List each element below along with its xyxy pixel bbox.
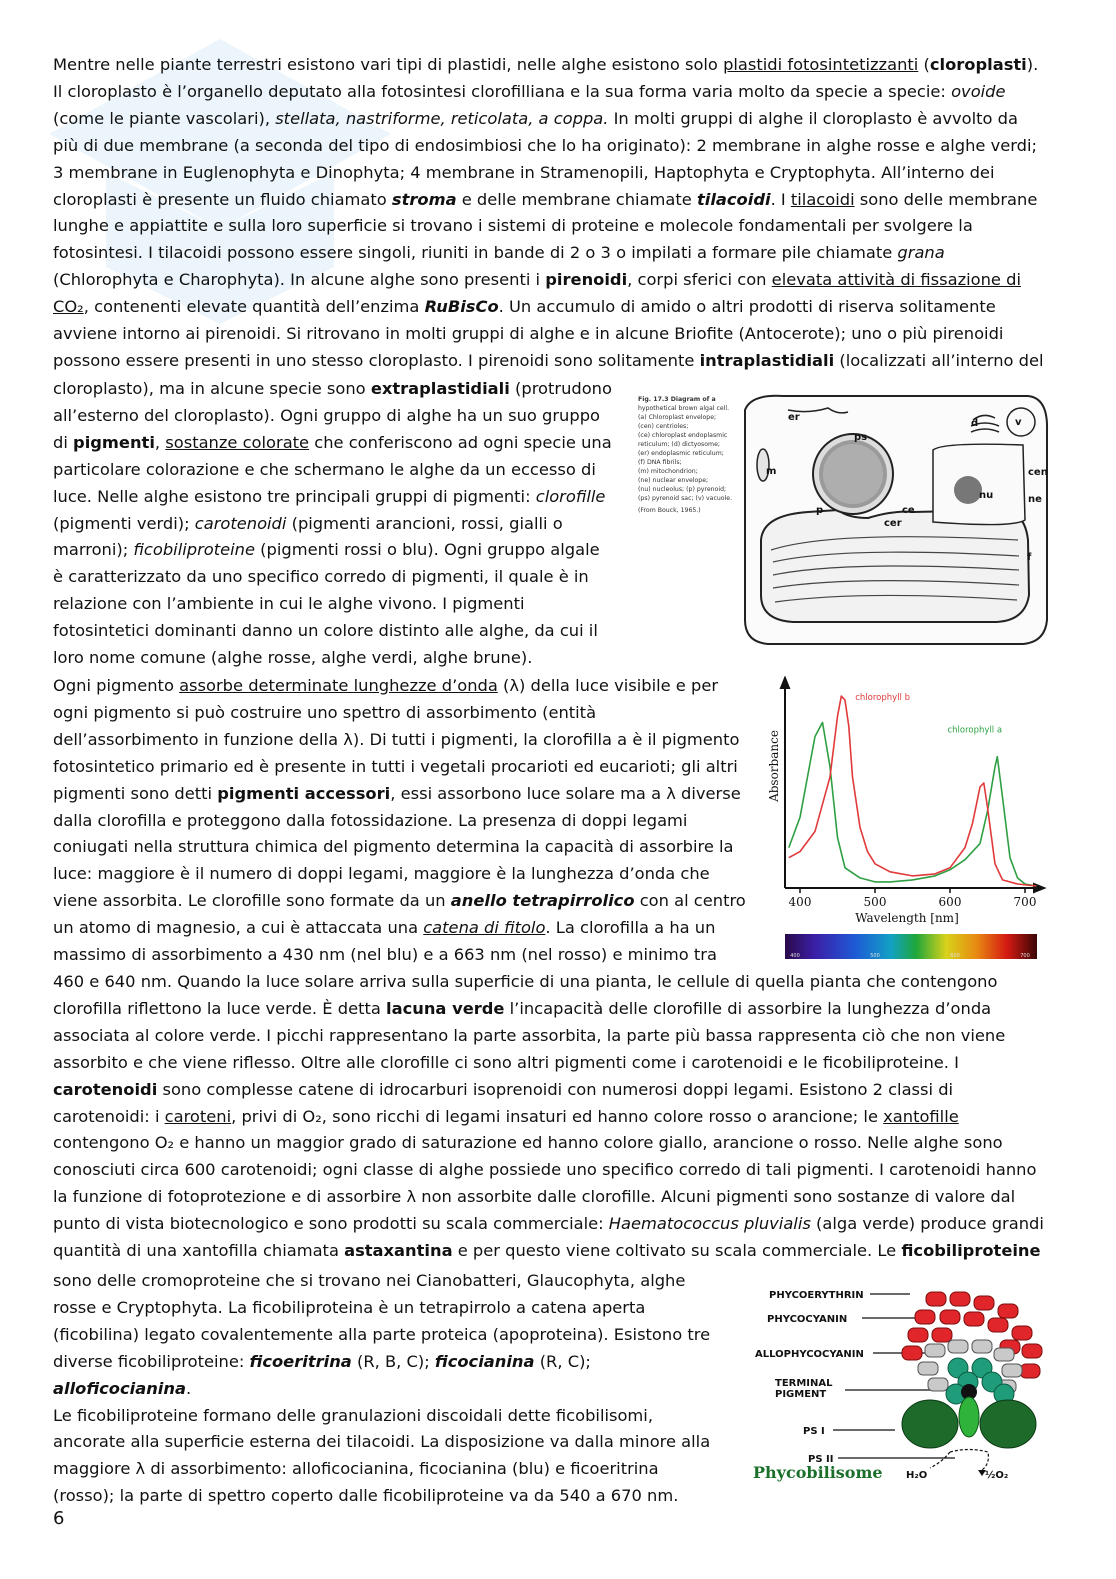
caption-line: (ce) chloroplast endoplasmic [638,432,728,439]
phycoerythrin-disc [974,1296,994,1310]
x-tick-label: 600 [938,895,962,909]
label-cen: cen [1028,467,1048,478]
x-tick-label: 500 [863,895,887,909]
caption-line: Fig. 17.3 Diagram of a [638,396,716,403]
phycobilisome-figure [750,1282,1050,1492]
label-nu: nu [979,490,994,501]
phycocyanin-disc [972,1340,992,1353]
label-ce: ce [902,505,915,516]
label-er: er [788,412,800,423]
label-cer: cer [884,518,902,529]
brown-algal-cell-figure [633,390,1051,652]
paragraph-pigments: cloroplasto), ma in alcune specie sono extraplastidiali (protrudono all’esterno del cloroplasto). Ogni gruppo di alghe ha un suo gruppo di pigmenti, sostanze colorate che conferiscono ad ogni specie una particolare colorazione e che schermano le alghe da un eccesso di luce. Nelle alghe esistono tre principali gruppi di pigmenti: clorofille (pigmenti verdi); carotenoidi (pigmenti arancioni, rossi, gialli o marroni); ficobiliproteine (pigmenti rossi o blu). Ogni gruppo algale è caratterizzato da uno specifico corredo di pigmenti, il quale è in relazione con l’ambiente in cui le alghe vivono. I pigmenti fotosintetici dominanti danno un colore distinto alle alghe, da cui il loro nome comune (alghe rosse, alghe verdi, alghe brune). [53,379,612,668]
caption-line: (From Bouck, 1965.) [638,507,701,514]
paragraph-plastids: Mentre nelle piante terrestri esistono vari tipi di plastidi, nelle alghe esistono solo plastidi fotosintetizzanti (cloroplasti). Il cloroplasto è l’organello deputato alla fotosintesi clorofilliana e la sua forma varia molto da specie a specie: ovoide (come le piante vascolari), stellata, nastriforme, reticolata, a coppa. In molti gruppi di alghe il cloroplasto è avvolto da più di due membrane (a seconda del tipo di endosimbiosi che lo ha originato): 2 membrane in alghe rosse e alghe verdi; 3 membrane in Euglenophyta e Dinophyta; 4 membrane in Stramenopili, Haptophyta e Cryptophyta. All’interno dei cloroplasti è presente un fluido chiamato stroma e delle membrane chiamate tilacoidi. I tilacoidi sono delle membrane lunghe e appiattite e sulla loro superficie si trovano i sistemi di proteine e molecole fondamentali per svolgere la fotosintesi. I tilacoidi possono essere singoli, riuniti in bande di 2 o 3 o impilati a formare pile chiamate grana (Chlorophyta e Charophyta). In alcune alghe sono presenti i pirenoidi, corpi sferici con elevata attività di fissazione di CO₂, contenenti elevate quantità dell’enzima RuBisCo. Un accumulo di amido o altri prodotti di riserva solitamente avviene intorno ai pirenoidi. Si ritrovano in molti gruppi di alghe e in alcune Briofite (Antocerote); uno o più pirenoidi possono essere presenti in uno stesso cloroplasto. I pirenoidi sono solitamente intraplastidiali (localizzati all’interno del [53,55,1044,370]
label-m: m [766,466,777,477]
x-axis-label: Wavelength [nm] [855,911,959,925]
label-ps2: PS II [808,1454,834,1465]
x-tick-label: 400 [788,895,812,909]
label-h2o: H₂O [906,1470,928,1481]
label-p: p [816,505,824,516]
absorbance-spectrum-chart [760,676,1048,964]
phycoerythrin-disc [1020,1364,1040,1378]
caption-line: (ps) pyrenoid sac; (v) vacuole. [638,495,733,502]
legend-label: chlorophyll a [947,725,1003,736]
label-v: v [1015,417,1022,428]
caption-line: (er) endoplasmic reticulum; [638,450,724,457]
spectrum-tick: 700 [1020,953,1030,959]
phycoerythrin-disc [915,1310,935,1324]
label-pigment: PIGMENT [775,1389,827,1400]
spectrum-tick: 600 [950,953,960,959]
label-phycoerythrin: PHYCOERYTHRIN [769,1290,864,1301]
paragraph-phycobiliproteins: sono delle cromoproteine che si trovano nei Cianobatteri, Glaucophyta, alghe rosse e Cryptophyta. La ficobiliproteina è un tetrapirrolo a catena aperta (ficobilina) legato covalentemente alla parte proteica (apoproteina). Esistono tre diverse ficobiliproteine: ficoeritrina (R, B, C); ficocianina (R, C); alloficocianina. Le ficobiliproteine formano delle granulazioni discoidali dette ficobilisomi, ancorate alla superficie esterna dei tilacoidi. La disposizione va dalla minore alla maggiore λ di assorbimento: alloficocianina, ficocianina (blu) e ficoeritrina (rosso); la parte di spettro coperto dalle ficobiliproteine va da 540 a 670 nm. [53,1271,711,1506]
spectrum-tick: 400 [790,953,800,959]
label-phycocyanin: PHYCOCYANIN [767,1314,848,1325]
phycoerythrin-disc [1012,1326,1032,1340]
y-axis-label: Absorbance [767,730,781,802]
phycocyanin-disc [925,1344,945,1357]
caption-line: (ne) nuclear envelope; [638,477,709,484]
label-ps1: PS I [803,1426,825,1437]
phycocyanin-disc [994,1348,1014,1361]
phycocyanin-disc [928,1378,948,1391]
phycoerythrin-disc [950,1292,970,1306]
phycoerythrin-disc [998,1304,1018,1318]
phycoerythrin-disc [902,1346,922,1360]
photosystem-i-right [980,1400,1036,1448]
phycoerythrin-disc [964,1312,984,1326]
spectrum-tick: 500 [870,953,880,959]
caption-line: (m) mitochondrion; [638,468,698,475]
phycoerythrin-disc [940,1310,960,1324]
caption-line: (a) Chloroplast envelope; [638,414,717,421]
paragraph-absorption: Ogni pigmento assorbe determinate lunghezze d’onda (λ) della luce visibile e per ogni pigmento si può costruire uno spettro di assorbimento (entità dell’assorbimento in funzione della λ). Di tutti i pigmenti, la clorofilla a è il pigmento fotosintetico primario ed è presente in tutti i vegetali procarioti ed eucarioti; gli altri pigmenti sono detti pigmenti accessori, essi assorbono luce solare ma a λ diverse dalla clorofilla e proteggono dalla fotossidazione. La presenza di doppi legami coniugati nella struttura chimica del pigmento determina la capacità di assorbire la luce: maggiore è il numero di doppi legami, maggiore è la lunghezza d’onda che viene assorbita. Le clorofille sono formate da un anello tetrapirrolico con al centro un atomo di magnesio, a cui è attaccata una catena di fitolo. La clorofilla a ha un massimo di assorbimento a 430 nm (nel blu) e a 663 nm (nel rosso) e minimo tra 460 e 640 nm. Quando la luce solare arriva sulla superficie di una pianta, le cellule di quella pianta che contengono clorofilla riflettono la luce verde. È detta lacuna verde l’incapacità delle clorofille di assorbire la lunghezza d’onda associata al colore verde. I picchi rappresentano la parte assorbita, la parte più bassa rappresenta ciò che non viene assorbito e che viene riflesso. Oltre alle clorofille ci sono altri pigmenti come i carotenoidi e le ficobiliproteine. I carotenoidi sono complesse catene di idrocarburi isoprenoidi con numerosi doppi legami. Esistono 2 classi di carotenoidi: i caroteni, privi di O₂, sono ricchi di legami insaturi ed hanno colore rosso o arancione; le xantofille contengono O₂ e hanno un maggior grado di saturazione ed hanno colore giallo, arancione o rosso. Nelle alghe sono conosciuti circa 600 carotenoidi; ogni classe di alghe possiede uno specifico corredo di tali pigmenti. I carotenoidi hanno la funzione di fotoprotezione e di assorbire λ non assorbite dalle clorofille. Alcuni pigmenti sono sostanze di valore dal punto di vista biotecnologico e sono prodotti su scala commerciale: Haematococcus pluvialis (alga verde) produce grandi quantità di una xantofilla chiamata astaxantina e per questo viene coltivato su scala commerciale. Le ficobiliproteine [53,676,1044,1261]
phycocyanin-disc [918,1362,938,1375]
photosystem-i-left [902,1400,958,1448]
phycoerythrin-disc [926,1292,946,1306]
phycoerythrin-disc [1022,1344,1042,1358]
label-allophycocyanin: ALLOPHYCOCYANIN [755,1349,864,1360]
label-half-o2: ½O₂ [985,1470,1009,1481]
page-number: 6 [53,1508,65,1529]
label-ne: ne [1028,494,1042,505]
phycobilisome-title: Phycobilisome [753,1463,883,1482]
visible-spectrum-bar [785,934,1037,959]
caption-line: (f) DNA fibrils; [638,459,682,466]
phycoerythrin-disc [932,1328,952,1342]
caption-line: (nu) nucleolus; (p) pyrenoid; [638,486,727,493]
label-d: d [971,418,979,429]
caption-line: hypothetical brown algal cell. [638,405,730,412]
phycoerythrin-disc [988,1318,1008,1332]
label-ps: ps [854,432,868,443]
legend-label: chlorophyll b [855,693,911,704]
phycocyanin-disc [1002,1364,1022,1377]
label-f: f [1027,552,1032,563]
x-tick-label: 700 [1013,895,1037,909]
label-terminal: TERMINAL [775,1378,833,1389]
photosystem-ii [959,1397,979,1437]
phycocyanin-disc [948,1340,968,1353]
caption-line: (cen) centrioles; [638,423,689,430]
caption-line: reticulum; (d) dictyosome; [638,441,720,448]
phycoerythrin-disc [908,1328,928,1342]
